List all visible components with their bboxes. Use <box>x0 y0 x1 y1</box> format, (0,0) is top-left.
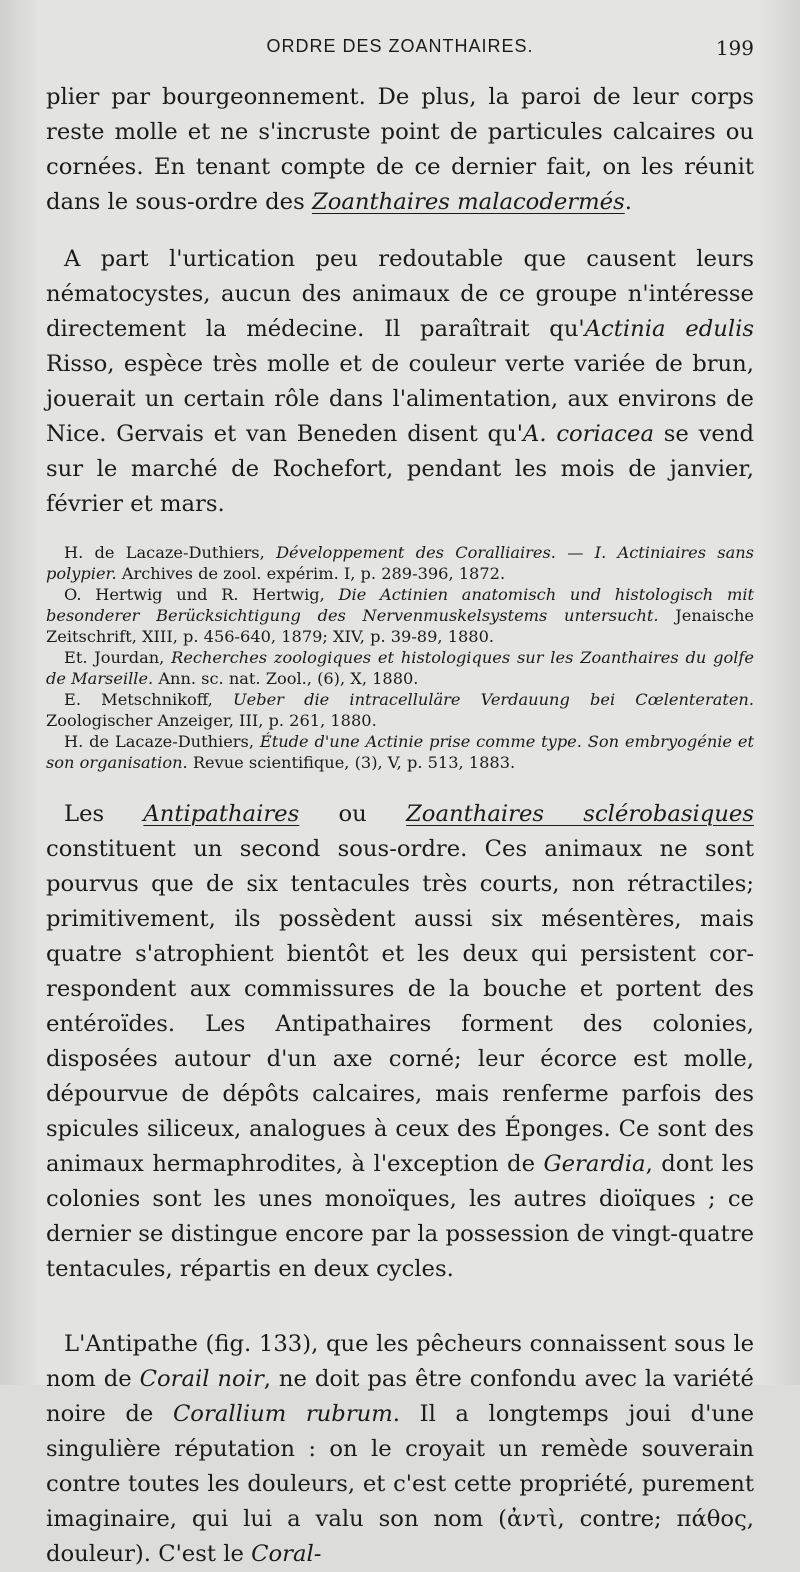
term-zoanthaires-sclerobasiques: Zoanthaires sclérobasiques <box>406 801 754 827</box>
reference-item: H. de Lacaze-Duthiers, Développement des Coralliaires. — I. Actiniaires sans polypier. Archives de zool. expérim. I, p. 289-396, 1872. <box>46 543 754 583</box>
paragraph-antipathe: L'Antipathe (fig. 133), que les pêcheurs connaissent sous le nom de Corail noir, ne doit pas être confondu avec la variété noire de Corallium rubrum. Il a longtemps joui d'une singulière réputation : on le croyait un remède souverain contre toutes les douleurs, et c'est cette propriété, purement imaginaire, qui lui a valu son nom (ἀντὶ, contre; πάθος, douleur). C'est le Coral- <box>46 1331 754 1567</box>
term-corallium-rubrum: Corallium rubrum <box>172 1401 393 1427</box>
reference-item: H. de Lacaze-Duthiers, Étude d'une Actinie prise comme type. Son embryogénie et son organisation. Revue scientifique, (3), V, p. 513, 1883. <box>46 732 754 772</box>
paragraph-medical-interest: A part l'urtication peu redoutable que causent leurs nématocystes, aucun des animaux de ce groupe n'intéresse directement la médecine. Il paraîtrait qu'Actinia edulis Risso, espèce très molle et de couleur verte variée de brun, jouerait un certain rôle dans l'alimentation, aux environs de Nice. Gervais et van Beneden disent qu'A. coriacea se vend sur le marché de Rochefort, pendant les mois de janvier, février et mars. <box>46 246 754 517</box>
paragraph-antipathaires: Les Antipathaires ou Zoanthaires sclérobasiques constituent un second sous-ordre. Ces animaux ne sont pourvus que de six tentacules très courts, non rétractiles; primitivement, ils possèdent aussi six mésentères, mais quatre s'atrophient bientôt et les deux qui persistent correspondent aux commissures de la bouche et portent des entéroïdes. Les Antipathaires forment des colonies, disposées autour d'un axe corné; leur écorce est molle, dépourvue de dépôts calcaires, mais renferme parfois des spicules siliceux, analogues à ceux des Éponges. Ce sont des animaux hermaphrodites, à l'exception de Gerardia, dont les colonies sont les unes monoïques, les autres dioïques ; ce dernier se distingue encore par la possession de vingt-quatre tentacules, répartis en deux cycles. <box>46 801 754 1282</box>
page-header <box>46 36 754 66</box>
term-zoanthaires-malacodermes: Zoanthaires malacodermés <box>311 189 625 215</box>
term-gerardia: Gerardia <box>543 1151 646 1177</box>
reference-item: E. Metschnikoff, Ueber die intracelluläre Verdauung bei Cœlenteraten. Zoologischer Anzeiger, III, p. 261, 1880. <box>46 690 755 730</box>
page-body <box>46 80 754 1572</box>
running-title: ORDRE DES ZOANTHAIRES. <box>266 36 534 56</box>
page-number: 199 <box>715 36 754 60</box>
paragraph-malacodermes: plier par bourgeonnement. De plus, la paroi de leur corps reste molle et ne s'incruste point de particules calcaires ou cornées. En tenant compte de ce dernier fait, on les réunit dans le sous-ordre des Zoanthaires malacodermés. <box>46 84 754 215</box>
term-actinia-edulis: Actinia edulis <box>584 316 754 342</box>
bibliography <box>46 542 754 773</box>
reference-item: Et. Jourdan, Recherches zoologiques et histologiques sur les Zoanthaires du golfe de Marseille. Ann. sc. nat. Zool., (6), X, 1880. <box>46 648 754 688</box>
term-coral: Coral- <box>251 1541 322 1567</box>
reference-item: O. Hertwig und R. Hertwig, Die Actinien anatomisch und histologisch mit besonderer Berücksichtigung des Nervenmuskelsystems untersucht. Jenaische Zeitschrift, XIII, p. 456-640, 1879; XIV, p. 39-89, 1880. <box>46 585 755 646</box>
term-antipathaires: Antipathaires <box>143 801 300 827</box>
term-a-coriacea: A. coriacea <box>522 421 654 447</box>
term-corail-noir: Corail noir <box>139 1366 264 1392</box>
